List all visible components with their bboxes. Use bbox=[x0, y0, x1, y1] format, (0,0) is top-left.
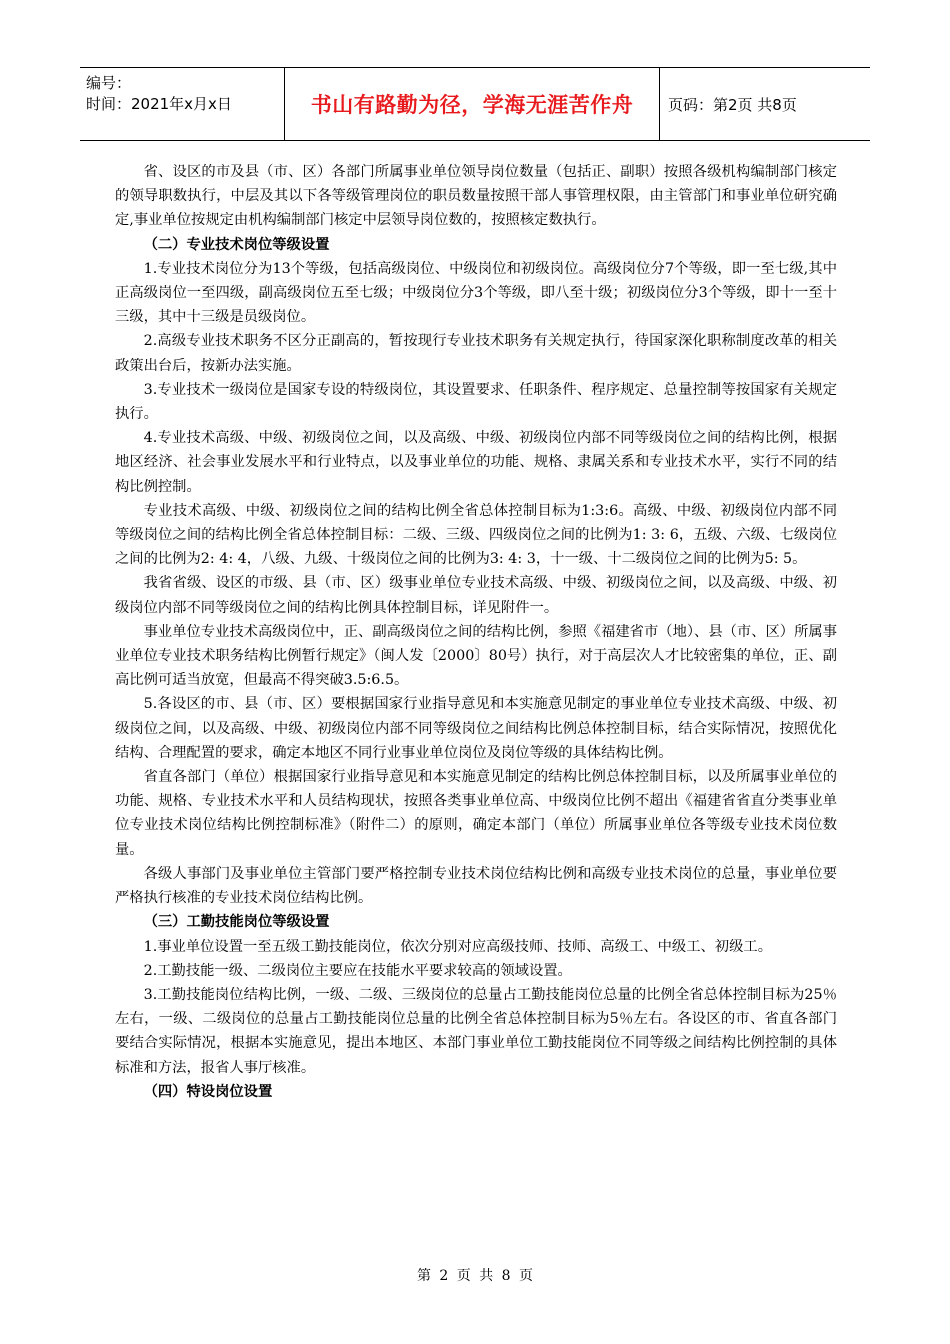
document-body bbox=[115, 160, 837, 1104]
paragraph: 1.专业技术岗位分为13个等级，包括高级岗位、中级岗位和初级岗位。高级岗位分7个等级，即一至七级,其中正高级岗位一至四级，副高级岗位五至七级；中级岗位分3个等级，即八至十级；初级岗位分3个等级，即十一至十三级，其中十三级是员级岗位。 bbox=[115, 260, 837, 326]
paragraph: 4.专业技术高级、中级、初级岗位之间，以及高级、中级、初级岗位内部不同等级岗位之间的结构比例，根据地区经济、社会事业发展水平和行业特点，以及事业单位的功能、规格、隶属关系和专业技术水平，实行不同的结构比例控制。 bbox=[115, 430, 837, 495]
header-page-cell bbox=[660, 68, 870, 140]
paragraph: 省直各部门（单位）根据国家行业指导意见和本实施意见制定的结构比例总体控制目标，以及所属事业单位的功能、规格、专业技术水平和人员结构现状，按照各类事业单位高、中级岗位比例不超出《福建省省直分类事业单位专业技术岗位结构比例控制标准》（附件二）的原则，确定本部门（单位）所属事业单位各等级专业技术岗位数量。 bbox=[115, 769, 837, 858]
header-page-code: 页码：第2页 共8页 bbox=[668, 95, 797, 114]
paragraph: 5.各设区的市、县（市、区）要根据国家行业指导意见和本实施意见制定的事业单位专业技术高级、中级、初级岗位之间，以及高级、中级、初级岗位内部不同等级岗位之间结构比例总体控制目标，结合实际情况，按照优化结构、合理配置的要求，确定本地区不同行业事业单位岗位及岗位等级的具体结构比例。 bbox=[115, 696, 837, 761]
page-footer: 第 2 页 共 8 页 bbox=[416, 1268, 534, 1284]
paragraph: 省、设区的市及县（市、区）各部门所属事业单位领导岗位数量（包括正、副职）按照各级机构编制部门核定的领导职数执行，中层及其以下各等级管理岗位的职员数量按照干部人事管理权限，由主管部门和事业单位研究确定,事业单位按规定由机构编制部门核定中层领导岗位数的，按照核定数执行。 bbox=[115, 164, 837, 229]
paragraph: 2.工勤技能一级、二级岗位主要应在技能水平要求较高的领域设置。 bbox=[143, 962, 572, 979]
header-left-cell bbox=[80, 68, 284, 140]
paragraph: 各级人事部门及事业单位主管部门要严格控制专业技术岗位结构比例和高级专业技术岗位的总量，事业单位要严格执行核准的专业技术岗位结构比例。 bbox=[115, 865, 837, 907]
section-heading-worker-skill: （三）工勤技能岗位等级设置 bbox=[143, 914, 330, 931]
document-time-label: 时间：2021年x月x日 bbox=[86, 95, 232, 113]
section-heading-special-posts: （四）特设岗位设置 bbox=[143, 1083, 273, 1100]
page-header bbox=[80, 67, 870, 141]
paragraph: 3.工勤技能岗位结构比例，一级、二级、三级岗位的总量占工勤技能岗位总量的比例全省总体控制目标为25％左右，一级、二级岗位的总量占工勤技能岗位总量的比例全省总体控制目标为5％左右。各设区的市、省直各部门要结合实际情况，根据本实施意见，提出本地区、本部门事业单位工勤技能岗位不同等级之间结构比例控制的具体标准和方法，报省人事厅核准。 bbox=[115, 986, 837, 1076]
paragraph: 3.专业技术一级岗位是国家专设的特级岗位，其设置要求、任职条件、程序规定、总量控制等按国家有关规定执行。 bbox=[115, 381, 837, 423]
header-motto: 书山有路勤为径，学海无涯苦作舟 bbox=[310, 93, 634, 117]
section-heading-professional-tech: （二）专业技术岗位等级设置 bbox=[143, 236, 330, 253]
paragraph: 1.事业单位设置一至五级工勤技能岗位，依次分别对应高级技师、技师、高级工、中级工、初级工。 bbox=[143, 938, 772, 955]
document-number-label: 编号： bbox=[86, 74, 132, 92]
paragraph: 事业单位专业技术高级岗位中，正、副高级岗位之间的结构比例，参照《福建省市（地）、县（市、区）所属事业单位专业技术职务结构比例暂行规定》（闽人发〔2000〕80号）执行，对于高层次人才比较密集的单位，正、副高比例可适当放宽，但最高不得突破3.5:6.5。 bbox=[115, 623, 837, 689]
header-motto-cell bbox=[284, 68, 660, 140]
paragraph: 2.高级专业技术职务不区分正副高的，暂按现行专业技术职务有关规定执行，待国家深化职称制度改革的相关政策出台后，按新办法实施。 bbox=[115, 333, 837, 374]
paragraph: 我省省级、设区的市级、县（市、区）级事业单位专业技术高级、中级、初级岗位之间，以及高级、中级、初级岗位内部不同等级岗位之间的结构比例具体控制目标，详见附件一。 bbox=[115, 575, 837, 616]
paragraph: 专业技术高级、中级、初级岗位之间的结构比例全省总体控制目标为1:3:6。高级、中级、初级岗位内部不同等级岗位之间的结构比例全省总体控制目标：二级、三级、四级岗位之间的比例为1: 3: 6，五级、六级、七级岗位之间的比例为2: 4: 4，八级、九级、十级岗位之间的比例为3: 4: 3，十一级、十二级岗位之间的比例为5: 5。 bbox=[115, 502, 837, 568]
